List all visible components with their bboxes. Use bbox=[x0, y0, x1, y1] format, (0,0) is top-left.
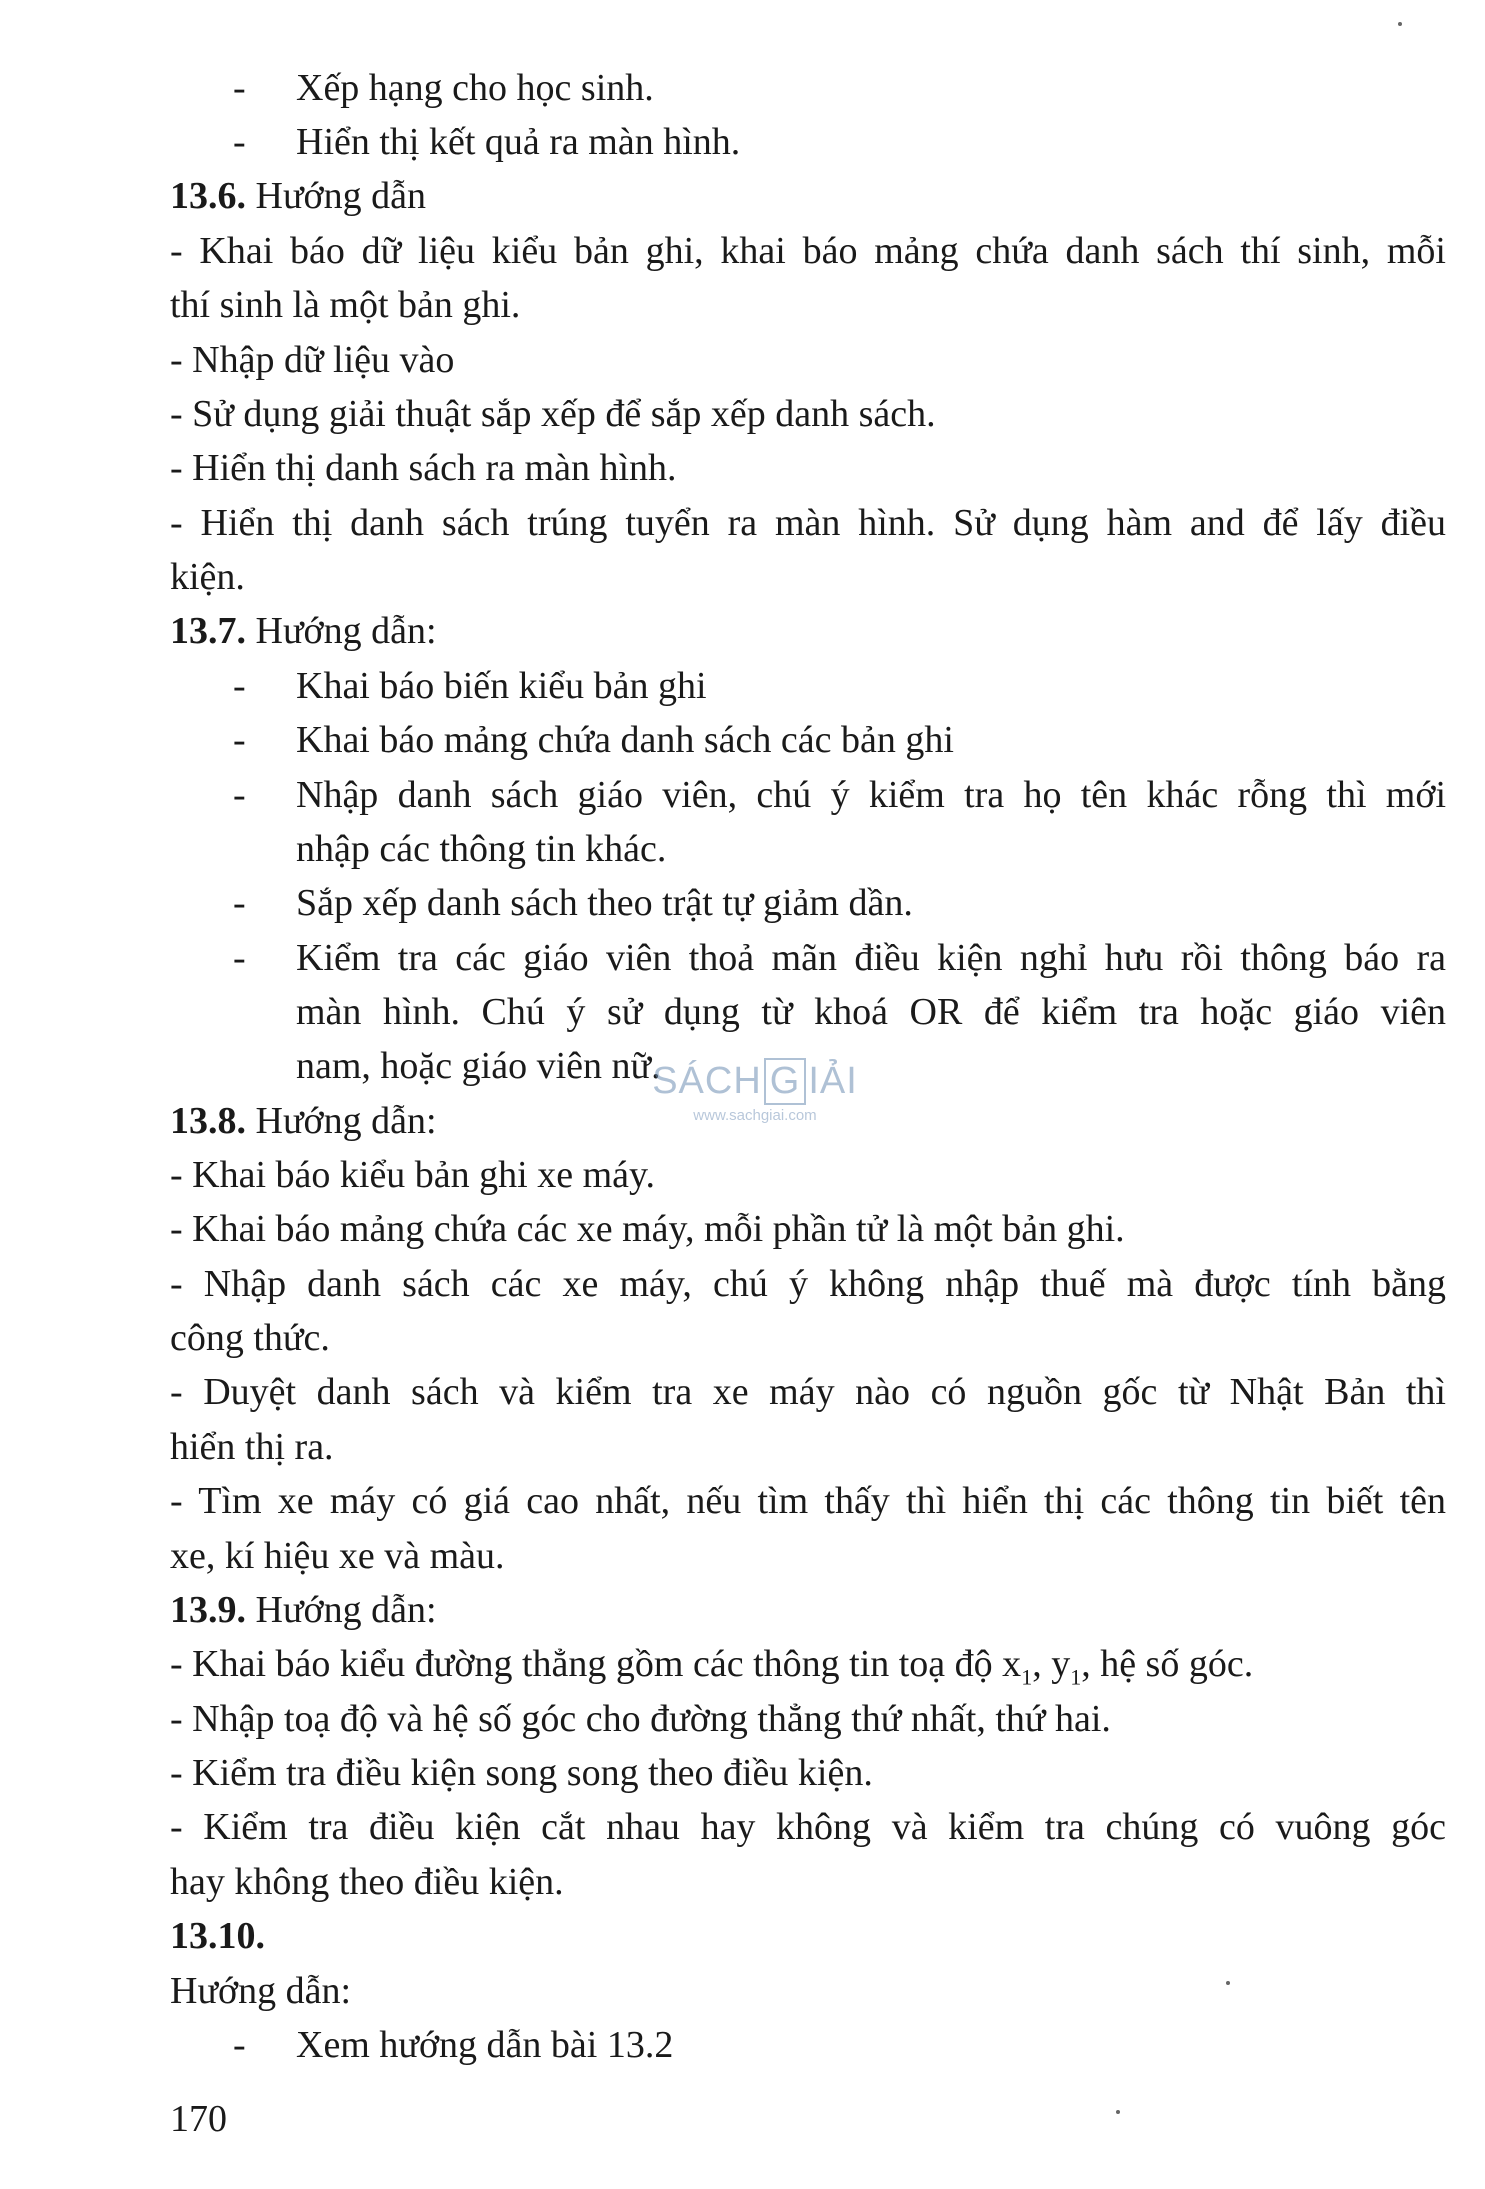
paragraph-line: - Khai báo dữ liệu kiểu bản ghi, khai báo mảng chứa danh sách thí sinh, mỗi bbox=[170, 230, 1446, 272]
paragraph-line: - Sử dụng giải thuật sắp xếp để sắp xếp danh sách. bbox=[170, 393, 936, 435]
bullet-text: Xếp hạng cho học sinh. bbox=[296, 67, 654, 109]
subscript: 1 bbox=[1021, 1664, 1033, 1690]
text-run: - Khai báo kiểu đường thẳng gồm các thông tin toạ độ x bbox=[170, 1643, 1022, 1685]
section-title: Hướng dẫn: bbox=[246, 1100, 437, 1142]
section-heading-13-9 bbox=[170, 1587, 437, 1633]
section-heading-13-10: 13.10. bbox=[170, 1915, 265, 1957]
watermark-brand-g: G bbox=[764, 1058, 807, 1105]
bullet-text-continued: nam, hoặc giáo viên nữ. bbox=[296, 1045, 661, 1087]
bullet-text: Khai báo mảng chứa danh sách các bản ghi bbox=[296, 719, 954, 761]
paragraph-line: - Nhập danh sách các xe máy, chú ý không nhập thuế mà được tính bằng bbox=[170, 1263, 1446, 1305]
paragraph-line: kiện. bbox=[170, 556, 245, 598]
bullet-text-continued: nhập các thông tin khác. bbox=[296, 828, 667, 870]
bullet-text: Khai báo biến kiểu bản ghi bbox=[296, 665, 707, 707]
bullet-text-continued: màn hình. Chú ý sử dụng từ khoá OR để kiểm tra hoặc giáo viên bbox=[296, 991, 1446, 1033]
subscript: 1 bbox=[1070, 1664, 1082, 1690]
bullet-dash: - bbox=[233, 67, 246, 109]
paragraph-line: hay không theo điều kiện. bbox=[170, 1861, 564, 1903]
paragraph-line: xe, kí hiệu xe và màu. bbox=[170, 1535, 505, 1577]
bullet-dash: - bbox=[233, 665, 246, 707]
bullet-text: Sắp xếp danh sách theo trật tự giảm dần. bbox=[296, 882, 913, 924]
watermark-brand-left: SÁCH bbox=[652, 1060, 762, 1102]
page-number: 170 bbox=[170, 2098, 227, 2140]
bullet-dash: - bbox=[233, 937, 246, 979]
bullet-text: Nhập danh sách giáo viên, chú ý kiểm tra họ tên khác rỗng thì mới bbox=[296, 774, 1446, 816]
watermark-url: www.sachgiai.com bbox=[693, 1107, 817, 1124]
bullet-dash: - bbox=[233, 2024, 246, 2066]
text-run: , y bbox=[1032, 1643, 1071, 1685]
bullet-dash: - bbox=[233, 719, 246, 761]
watermark-brand-right: IẢI bbox=[808, 1060, 858, 1102]
paragraph-line: - Nhập dữ liệu vào bbox=[170, 339, 455, 381]
bullet-text: Hiển thị kết quả ra màn hình. bbox=[296, 121, 741, 163]
paragraph-line: - Nhập toạ độ và hệ số góc cho đường thẳng thứ nhất, thứ hai. bbox=[170, 1698, 1111, 1740]
section-heading-13-6 bbox=[170, 173, 426, 219]
section-title: Hướng dẫn bbox=[246, 175, 426, 217]
scan-speck bbox=[1226, 1981, 1230, 1985]
paragraph-line: hiển thị ra. bbox=[170, 1426, 334, 1468]
bullet-text: Xem hướng dẫn bài 13.2 bbox=[296, 2024, 674, 2066]
paragraph-line: - Hiển thị danh sách trúng tuyển ra màn hình. Sử dụng hàm and để lấy điều bbox=[170, 502, 1446, 544]
paragraph-line: thí sinh là một bản ghi. bbox=[170, 284, 521, 326]
section-title: Hướng dẫn: bbox=[246, 1589, 437, 1631]
bullet-text: Kiểm tra các giáo viên thoả mãn điều kiện nghỉ hưu rồi thông báo ra bbox=[296, 937, 1446, 979]
paragraph-line: Hướng dẫn: bbox=[170, 1970, 352, 2012]
paragraph-line: - Duyệt danh sách và kiểm tra xe máy nào có nguồn gốc từ Nhật Bản thì bbox=[170, 1371, 1446, 1413]
scan-speck bbox=[1116, 2110, 1120, 2114]
bullet-dash: - bbox=[233, 882, 246, 924]
section-number: 13.6. bbox=[170, 175, 246, 217]
section-heading-13-7 bbox=[170, 608, 437, 654]
watermark-logo bbox=[650, 1058, 860, 1124]
paragraph-line: - Khai báo kiểu bản ghi xe máy. bbox=[170, 1154, 656, 1196]
section-title: Hướng dẫn: bbox=[246, 610, 437, 652]
section-heading-13-8 bbox=[170, 1098, 437, 1144]
scan-speck bbox=[1398, 22, 1402, 26]
paragraph-line: - Tìm xe máy có giá cao nhất, nếu tìm thấy thì hiển thị các thông tin biết tên bbox=[170, 1480, 1446, 1522]
section-number: 13.8. bbox=[170, 1100, 246, 1142]
section-number: 13.9. bbox=[170, 1589, 246, 1631]
paragraph-line: - Kiểm tra điều kiện cắt nhau hay không và kiểm tra chúng có vuông góc bbox=[170, 1806, 1446, 1848]
watermark-brand bbox=[650, 1058, 860, 1105]
bullet-dash: - bbox=[233, 774, 246, 816]
paragraph-line bbox=[170, 1641, 1253, 1701]
paragraph-line: - Hiển thị danh sách ra màn hình. bbox=[170, 447, 677, 489]
bullet-dash: - bbox=[233, 121, 246, 163]
paragraph-line: - Khai báo mảng chứa các xe máy, mỗi phần tử là một bản ghi. bbox=[170, 1208, 1125, 1250]
text-run: , hệ số góc. bbox=[1081, 1643, 1254, 1685]
section-number: 13.7. bbox=[170, 610, 246, 652]
paragraph-line: công thức. bbox=[170, 1317, 330, 1359]
paragraph-line: - Kiểm tra điều kiện song song theo điều kiện. bbox=[170, 1752, 873, 1794]
